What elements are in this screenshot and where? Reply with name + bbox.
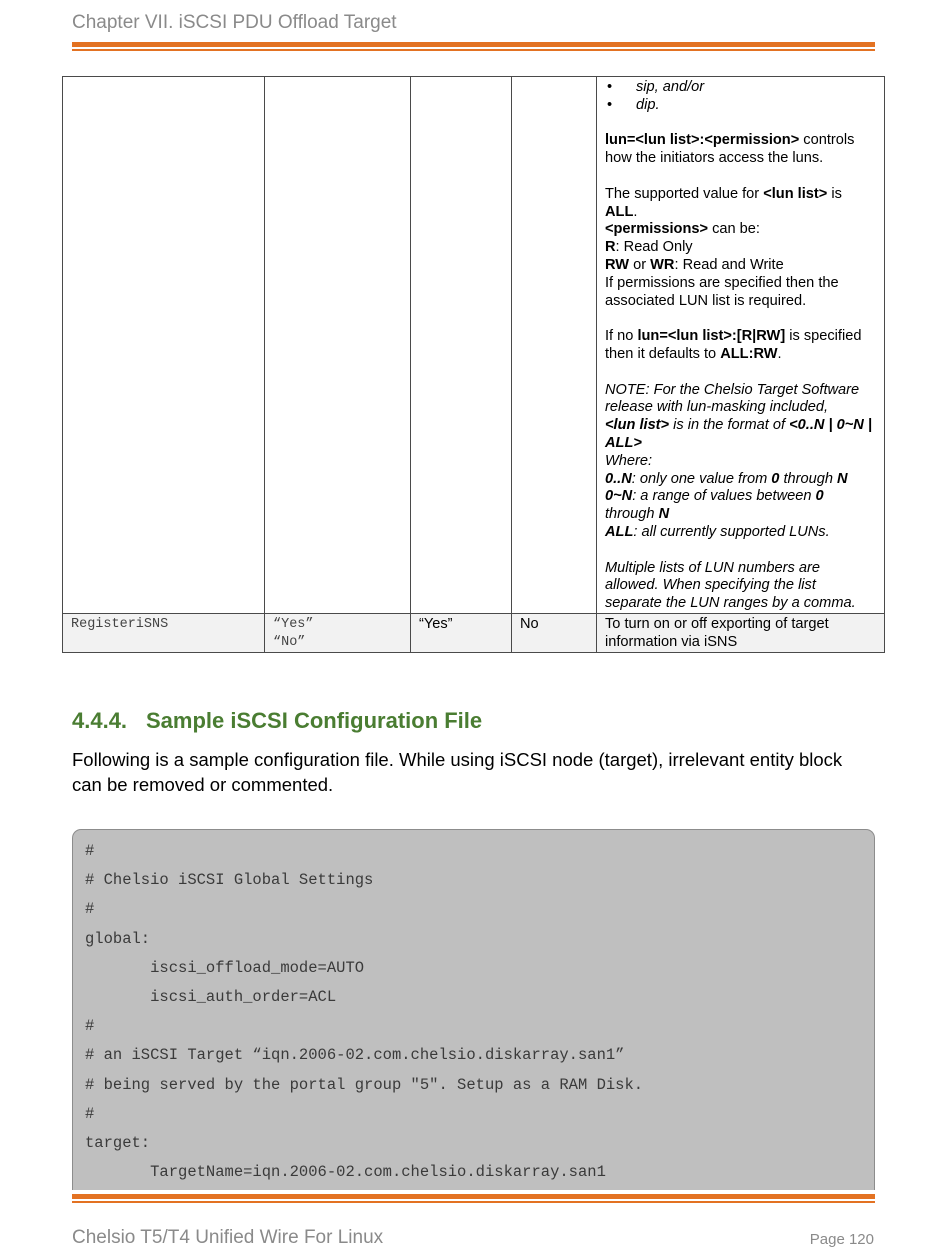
param-multiple-cell: No bbox=[512, 613, 597, 652]
code-line: iscsi_auth_order=ACL bbox=[85, 988, 337, 1006]
footer-rule-thin bbox=[72, 1201, 875, 1203]
lun-paragraph: lun=<lun list>:<permission> controls how the initiators access the luns. bbox=[605, 132, 855, 167]
param-description-cell: To turn on or off exporting of target information via iSNS bbox=[597, 613, 885, 652]
code-line: TargetName=iqn.2006-02.com.chelsio.diskarray.san1 bbox=[85, 1163, 606, 1181]
description-cell bbox=[597, 77, 885, 614]
param-default-cell: “Yes” bbox=[411, 613, 512, 652]
code-line: target: bbox=[85, 1134, 151, 1152]
section-number: 4.4.4. bbox=[72, 708, 128, 733]
table-cell bbox=[265, 77, 411, 614]
footer-title: Chelsio T5/T4 Unified Wire For Linux bbox=[72, 1227, 384, 1248]
code-line: # being served by the portal group "5". Setup as a RAM Disk. bbox=[85, 1076, 644, 1094]
table-cell bbox=[512, 77, 597, 614]
table-row-continued bbox=[63, 77, 885, 614]
table-row-registerisns bbox=[63, 613, 885, 652]
param-key-cell: RegisteriSNS bbox=[63, 613, 265, 652]
default-lun-paragraph: If no lun=<lun list>:[R|RW] is specified then it defaults to ALL:RW. bbox=[605, 328, 862, 362]
table-cell bbox=[411, 77, 512, 614]
code-line: # Chelsio iSCSI Global Settings bbox=[85, 871, 374, 889]
parameter-table bbox=[62, 76, 885, 653]
param-values-cell: “Yes” “No” bbox=[265, 613, 411, 652]
code-line: iscsi_offload_mode=AUTO bbox=[85, 959, 365, 977]
bullet-item: • dip. bbox=[605, 97, 876, 115]
header-rule-thin bbox=[72, 49, 875, 51]
code-line: # bbox=[85, 900, 95, 918]
bullet-item: • sip, and/or bbox=[605, 79, 876, 97]
code-line: # bbox=[85, 1017, 95, 1035]
chapter-header: Chapter VII. iSCSI PDU Offload Target bbox=[72, 12, 397, 33]
code-line: # an iSCSI Target “iqn.2006-02.com.chelsio.diskarray.san1” bbox=[85, 1046, 625, 1064]
lun-masking-note: NOTE: For the Chelsio Target Software release with lun-masking included, <lun list> is in the format of <0..N | 0~N | ALL> Where: 0..N: only one value from 0 through N 0~N: a range of values between 0 through N ALL: all currently supported LUNs. bbox=[605, 381, 872, 540]
table-cell bbox=[63, 77, 265, 614]
config-code-block bbox=[72, 829, 875, 1190]
section-title: Sample iSCSI Configuration File bbox=[146, 708, 483, 733]
code-line: # bbox=[85, 842, 95, 860]
header-rule-thick bbox=[72, 42, 875, 47]
supported-values-paragraph: The supported value for <lun list> is ALL. <permissions> can be: R: Read Only RW or WR: Read and Write If permissions are specified then the associated LUN list is required. bbox=[605, 185, 842, 309]
code-line: global: bbox=[85, 930, 151, 948]
page-number: Page 120 bbox=[809, 1231, 874, 1248]
footer-rule-thick bbox=[72, 1194, 875, 1199]
multiple-lists-paragraph: Multiple lists of LUN numbers are allowed. When specifying the list separate the LUN ranges by a comma. bbox=[605, 559, 856, 612]
code-line: # bbox=[85, 1105, 95, 1123]
section-heading bbox=[72, 708, 482, 734]
section-intro: Following is a sample configuration file. While using iSCSI node (target), irrelevant entity block can be removed or commented. bbox=[72, 749, 843, 795]
